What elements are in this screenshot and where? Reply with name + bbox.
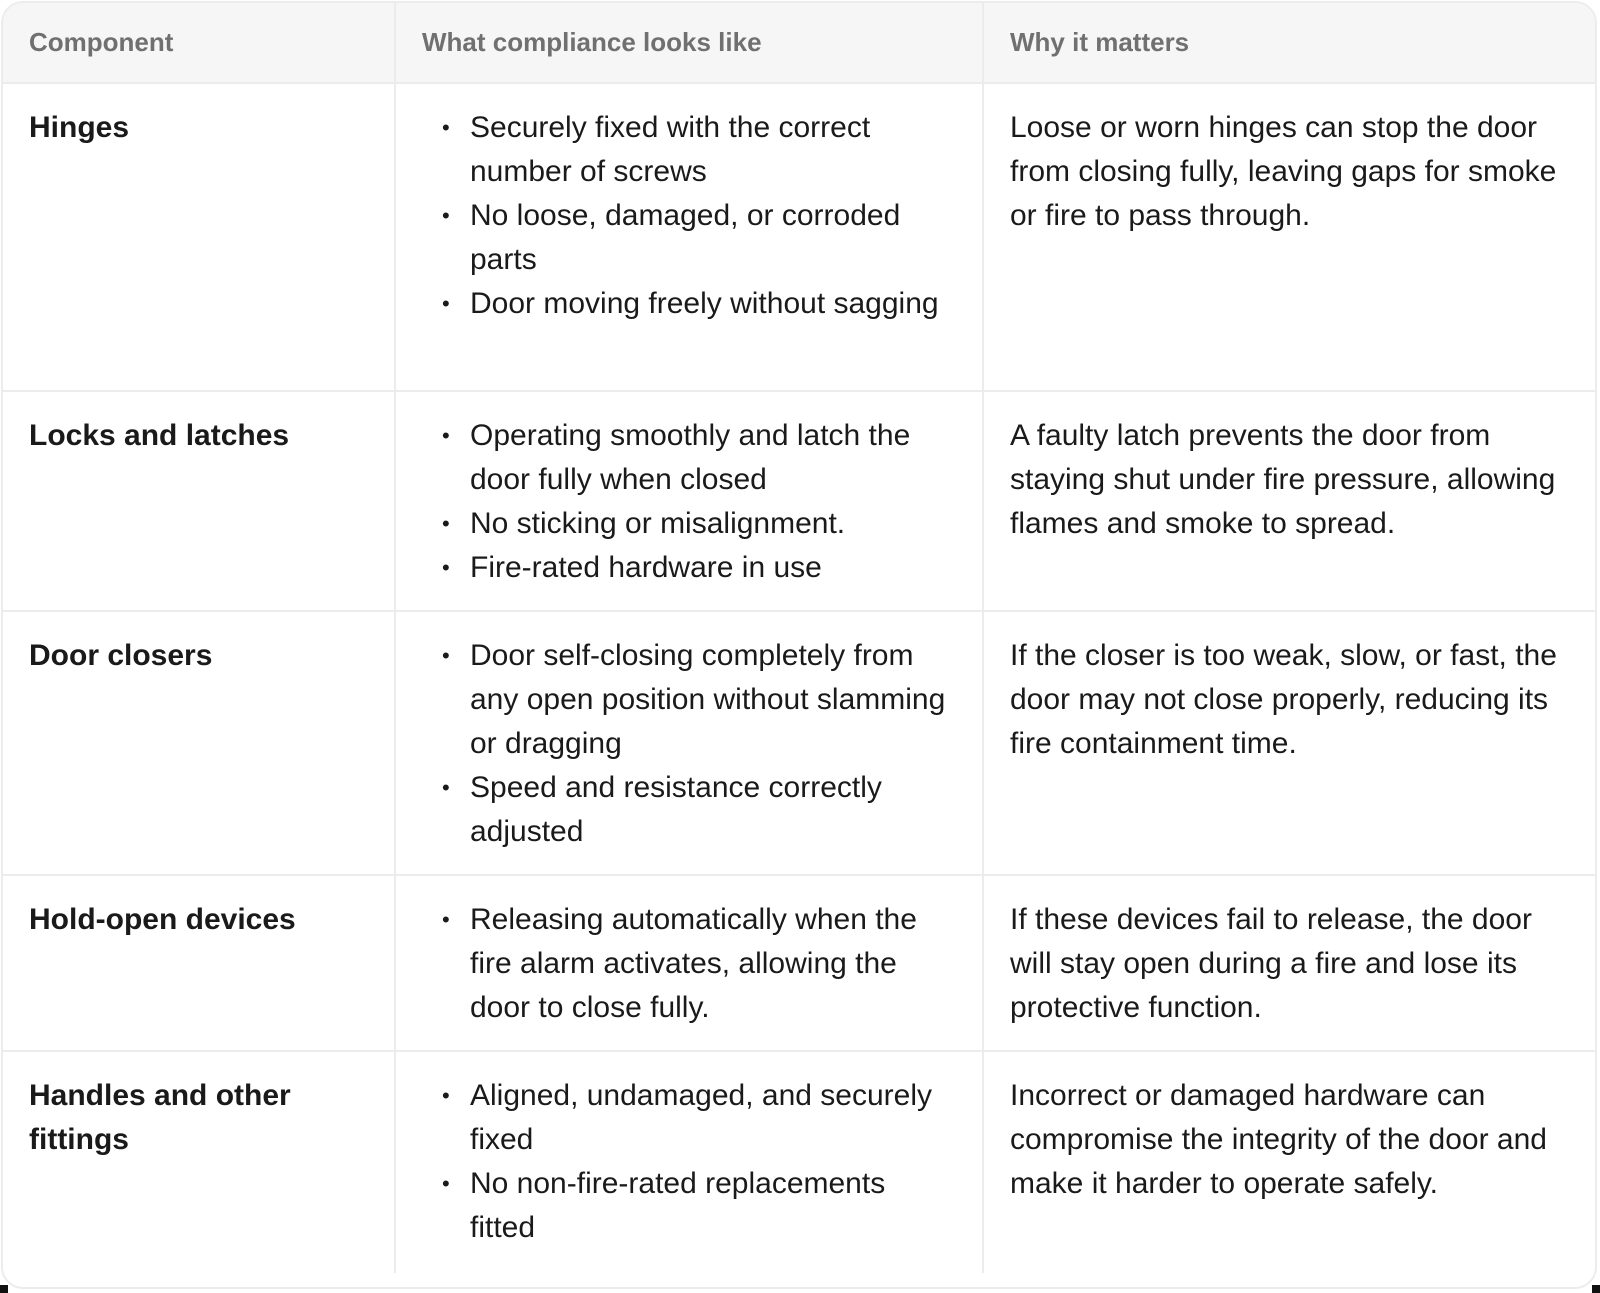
list-item: • No non-fire-rated replacements fitted: [470, 1162, 956, 1250]
component-cell: Handles and other fittings: [3, 1051, 395, 1273]
list-item: • No sticking or misalignment.: [470, 502, 956, 546]
compliance-list: [422, 1074, 956, 1250]
component-cell: Locks and latches: [3, 391, 395, 611]
component-cell: Hinges: [3, 83, 395, 391]
compliance-list: [422, 414, 956, 590]
compliance-list: [422, 634, 956, 854]
compliance-list: [422, 898, 956, 1030]
compliance-table: [3, 3, 1595, 1273]
why-cell: A faulty latch prevents the door from staying shut under fire pressure, allowing flames and smoke to spread.: [1010, 419, 1556, 540]
header-compliance: What compliance looks like: [395, 3, 983, 83]
table-row: [3, 391, 1595, 611]
table-row: [3, 1051, 1595, 1273]
list-item: • No loose, damaged, or corroded parts: [470, 194, 956, 282]
why-cell: Incorrect or damaged hardware can compromise the integrity of the door and make it harder to operate safely.: [1010, 1079, 1547, 1200]
corner-mark: [0, 1285, 8, 1293]
list-item: • Securely fixed with the correct number of screws: [470, 106, 956, 194]
compliance-cell: [395, 611, 983, 875]
why-cell: Loose or worn hinges can stop the door from closing fully, leaving gaps for smoke or fire to pass through.: [1010, 111, 1557, 232]
list-item: • Door moving freely without sagging: [470, 282, 956, 326]
list-item: • Speed and resistance correctly adjusted: [470, 766, 956, 854]
component-cell: Hold-open devices: [3, 875, 395, 1051]
corner-mark: [1592, 1285, 1600, 1293]
table-row: [3, 83, 1595, 391]
compliance-cell: [395, 83, 983, 391]
list-item: • Releasing automatically when the fire alarm activates, allowing the door to close fully.: [470, 898, 956, 1030]
list-item: • Operating smoothly and latch the door fully when closed: [470, 414, 956, 502]
header-why: Why it matters: [983, 3, 1595, 83]
header-row: [3, 3, 1595, 83]
compliance-cell: [395, 875, 983, 1051]
table-row: [3, 611, 1595, 875]
component-cell: Door closers: [3, 611, 395, 875]
table-row: [3, 875, 1595, 1051]
compliance-cell: [395, 1051, 983, 1273]
list-item: • Aligned, undamaged, and securely fixed: [470, 1074, 956, 1162]
list-item: • Door self-closing completely from any open position without slamming or dragging: [470, 634, 956, 766]
why-cell: If the closer is too weak, slow, or fast, the door may not close properly, reducing its fire containment time.: [1010, 639, 1557, 760]
compliance-list: [422, 106, 956, 326]
compliance-cell: [395, 391, 983, 611]
why-cell: If these devices fail to release, the door will stay open during a fire and lose its protective function.: [1010, 903, 1532, 1024]
fire-door-compliance-table: [1, 1, 1597, 1289]
header-component: Component: [3, 3, 395, 83]
list-item: • Fire-rated hardware in use: [470, 546, 956, 590]
